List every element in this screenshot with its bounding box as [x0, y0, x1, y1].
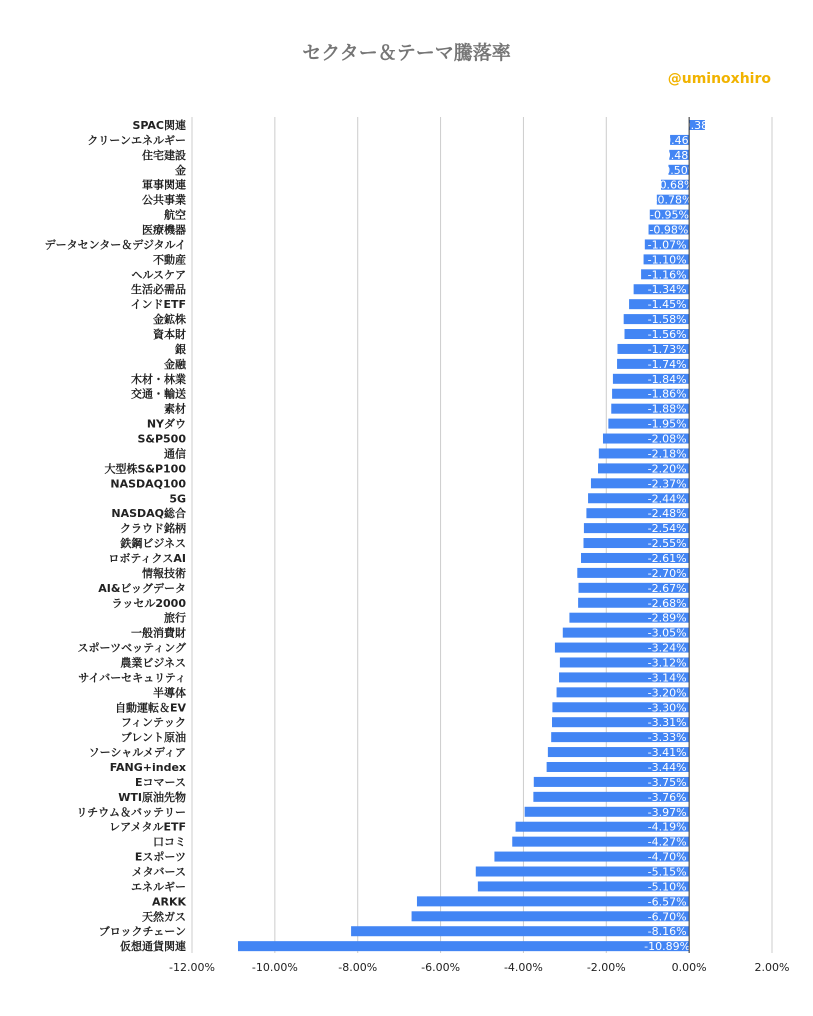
category-label: エネルギー: [131, 880, 186, 894]
x-tick-label: -6.00%: [421, 961, 461, 974]
data-label: -4.19%: [647, 820, 687, 834]
data-label: -2.54%: [647, 522, 687, 536]
data-label: -2.70%: [647, 566, 687, 580]
x-tick-label: -10.00%: [251, 961, 298, 974]
data-label: -2.08%: [647, 432, 687, 446]
data-label: 0.38%: [683, 119, 719, 132]
data-label: -3.24%: [647, 641, 687, 655]
category-label: 自動運転＆EV: [114, 701, 186, 715]
category-label: 5G: [169, 492, 186, 506]
data-label: -2.89%: [647, 611, 687, 625]
data-label: -4.70%: [647, 850, 687, 864]
data-label: -0.46%: [660, 133, 700, 147]
category-label: 不動産: [153, 253, 186, 267]
bar: [351, 925, 689, 939]
category-label: 資本財: [153, 328, 186, 342]
data-label: -1.07%: [647, 238, 687, 252]
data-label: -1.74%: [647, 357, 687, 371]
data-label: -1.10%: [647, 253, 687, 267]
data-label: -2.68%: [647, 596, 687, 610]
data-label: -0.78%: [653, 193, 693, 207]
category-label: AI&ビッグデータ: [98, 581, 186, 595]
data-label: -1.16%: [647, 268, 687, 282]
data-label: -1.86%: [647, 387, 687, 401]
data-label: -3.20%: [647, 686, 687, 700]
data-label: -3.41%: [647, 746, 687, 760]
chart-title: セクター＆テーマ騰落率: [302, 42, 511, 64]
data-label: -3.30%: [647, 701, 687, 715]
category-label: スポーツベッティング: [77, 641, 186, 655]
category-label: WTI原油先物: [118, 790, 186, 804]
category-label: ロボティクスAI: [108, 551, 186, 565]
category-label: 大型株S&P100: [104, 462, 186, 476]
category-label: 鉄鋼ビジネス: [120, 537, 186, 551]
data-label: -2.18%: [647, 447, 687, 461]
category-label: クリーンエネルギー: [87, 133, 186, 147]
category-label: メタバース: [131, 865, 186, 879]
category-label: NASDAQ100: [110, 477, 186, 491]
x-tick-label: 2.00%: [754, 961, 790, 974]
data-label: -3.31%: [647, 716, 687, 730]
data-label: -3.75%: [647, 775, 687, 789]
x-tick-label: -12.00%: [169, 961, 215, 974]
category-label: 軍事関連: [142, 178, 186, 192]
data-label: -6.70%: [647, 910, 687, 924]
data-label: -2.44%: [647, 492, 687, 506]
data-label: -2.67%: [647, 581, 687, 595]
category-label: 金融: [164, 357, 186, 371]
category-label: クラウド銘柄: [120, 522, 186, 536]
category-label: 銀: [175, 342, 186, 356]
category-label: インドETF: [130, 298, 186, 312]
category-label: レアメタルETF: [109, 820, 186, 834]
data-label: -0.48%: [659, 148, 699, 162]
data-label: -2.37%: [647, 477, 687, 491]
data-label: -10.89%: [644, 940, 691, 954]
category-label: 農業ビジネス: [120, 656, 186, 670]
bar: [238, 940, 691, 954]
data-label: -2.61%: [647, 551, 687, 565]
category-label: 公共事業: [142, 193, 186, 207]
category-label: 生活必需品: [131, 283, 186, 297]
data-labels: [644, 119, 718, 953]
data-label: -3.33%: [647, 731, 687, 745]
category-label: 旅行: [164, 611, 186, 625]
category-label: サイバーセキュリティ: [78, 671, 186, 685]
category-label: SPAC関連: [132, 119, 186, 132]
category-label: 一般消費財: [131, 626, 186, 640]
data-label: -2.48%: [647, 507, 687, 521]
data-label: -3.97%: [647, 805, 687, 819]
data-label: -1.34%: [647, 283, 687, 297]
data-label: -5.15%: [647, 865, 687, 879]
category-label: 木材・林業: [131, 372, 186, 386]
category-label: 金: [175, 163, 186, 177]
category-label: フィンテック: [120, 716, 186, 730]
x-tick-label: -8.00%: [338, 961, 378, 974]
x-tick-label: 0.00%: [671, 961, 707, 974]
data-label: -1.58%: [647, 313, 687, 327]
category-label: データセンター＆デジタルイ: [44, 238, 186, 252]
x-axis-ticks: [169, 961, 789, 974]
category-label: ラッセル2000: [111, 596, 186, 610]
category-label: ブレント原油: [120, 731, 186, 745]
data-label: -8.16%: [647, 925, 687, 939]
category-label: NYダウ: [146, 417, 186, 431]
data-label: -3.76%: [647, 790, 687, 804]
data-label: -3.14%: [647, 671, 687, 685]
category-label: 交通・輸送: [131, 387, 186, 401]
category-label: 情報技術: [142, 566, 186, 580]
category-label: Eスポーツ: [134, 850, 186, 864]
data-label: -0.95%: [650, 208, 689, 222]
data-label: -0.98%: [649, 223, 689, 237]
data-label: -1.56%: [647, 328, 687, 342]
category-label: ヘルスケア: [131, 268, 186, 282]
x-tick-label: -2.00%: [586, 961, 626, 974]
category-label: ソーシャルメディア: [88, 746, 186, 760]
category-label: 医療機器: [142, 223, 186, 237]
data-label: -6.57%: [647, 895, 687, 909]
category-label: FANG+index: [109, 760, 186, 774]
data-label: -3.05%: [647, 626, 687, 640]
category-labels: [45, 118, 187, 953]
bars: [238, 120, 705, 954]
data-label: -1.84%: [647, 372, 687, 386]
category-label: 住宅建設: [142, 148, 186, 162]
category-label: 航空: [164, 208, 186, 222]
data-label: -1.45%: [647, 298, 687, 312]
data-label: -5.10%: [647, 880, 687, 894]
data-label: -0.68%: [655, 178, 695, 192]
category-label: S&P500: [137, 432, 186, 446]
data-label: -1.73%: [647, 342, 687, 356]
data-label: -1.88%: [647, 402, 687, 416]
category-label: リチウム＆バッテリー: [76, 805, 186, 819]
category-label: 天然ガス: [142, 910, 186, 924]
data-label: -1.95%: [647, 417, 687, 431]
category-label: 半導体: [153, 686, 186, 700]
data-label: -2.20%: [647, 462, 687, 476]
data-label: -0.50%: [659, 163, 699, 177]
category-label: 仮想通貨関連: [120, 940, 186, 954]
category-label: ブロックチェーン: [98, 925, 186, 939]
category-label: 口コミ: [153, 835, 186, 849]
x-tick-label: -4.00%: [503, 961, 543, 974]
data-label: -3.44%: [647, 760, 687, 774]
category-label: 素材: [164, 402, 186, 416]
data-label: -4.27%: [647, 835, 687, 849]
chart-subtitle: @uminoxhiro: [667, 71, 771, 87]
category-label: 金鉱株: [153, 313, 186, 327]
data-label: -3.12%: [647, 656, 687, 670]
category-label: 通信: [164, 447, 186, 461]
category-label: ARKK: [151, 895, 186, 909]
data-label: -2.55%: [647, 537, 687, 551]
category-label: NASDAQ総合: [111, 507, 186, 521]
category-label: Eコマース: [135, 775, 186, 789]
